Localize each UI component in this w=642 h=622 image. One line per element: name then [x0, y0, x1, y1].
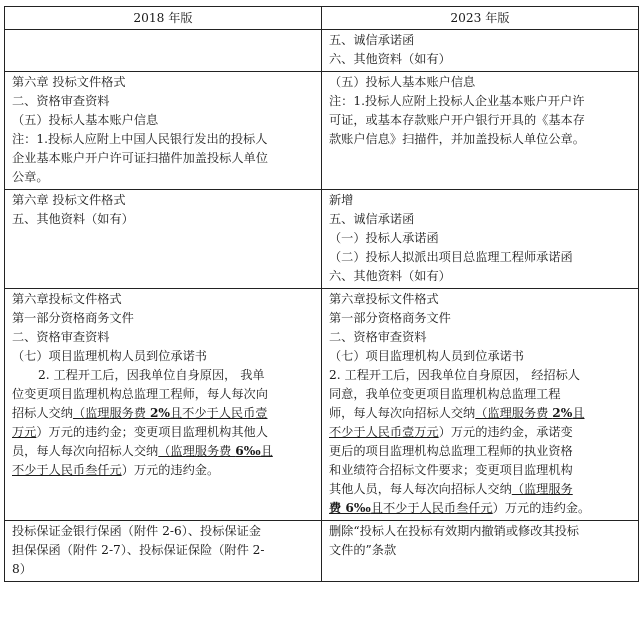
text-line: （七）项目监理机构人员到位承诺书	[12, 349, 207, 363]
text-line: 8）	[12, 562, 32, 576]
text-line: 款账户信息》扫描件，并加盖投标人单位公章。	[329, 132, 585, 146]
text-line	[12, 423, 316, 442]
text-line: 五、其他资料（如有）	[12, 212, 134, 226]
text-span: 员，每人每次向招标人交纳	[12, 444, 159, 458]
text-line: 文件的”条款	[329, 543, 397, 557]
cell-2018	[5, 289, 322, 521]
underlined-text: 且不少于人民币叁仟元	[370, 501, 493, 515]
underlined-text: 2%	[552, 406, 573, 420]
cell-2023	[322, 190, 639, 289]
text-line: 五、诚信承诺函	[329, 212, 415, 226]
underlined-text: 费 6‰	[329, 501, 371, 515]
text-span: ）万元的违约金，承诺变	[438, 425, 573, 439]
text-line: 第六章投标文件格式	[329, 292, 439, 306]
underlined-text: 不少于人民币壹万元	[329, 425, 439, 439]
text-line: （一）投标人承诺函	[329, 231, 439, 245]
text-line: 二、资格审查资料	[12, 94, 110, 108]
cell-2023	[322, 521, 639, 582]
text-line: （五）投标人基本账户信息	[12, 113, 159, 127]
text-line	[329, 404, 633, 423]
text-line: 公章。	[12, 170, 49, 184]
comparison-table	[4, 6, 639, 582]
underlined-text: 且不少于人民币壹	[170, 406, 268, 420]
underlined-text: 6‰	[235, 444, 261, 458]
text-line: 更后的项目监理机构总监理工程师的执业资格	[329, 444, 573, 458]
text-line: （二）投标人拟派出项目总监理工程师承诺函	[329, 250, 573, 264]
text-line: 第一部分资格商务文件	[12, 311, 134, 325]
text-line: 五、诚信承诺函	[329, 33, 415, 47]
text-line: 企业基本账户开户许可证扫描件加盖投标人单位	[12, 151, 268, 165]
underlined-text: （监理服务费	[158, 444, 236, 458]
text-line	[329, 499, 633, 518]
cell-2018	[5, 72, 322, 190]
text-span: ）万元的违约金。	[492, 501, 591, 515]
text-line: 删除“投标人在投标有效期内撤销或修改其投标	[329, 524, 579, 538]
text-line: 第六章投标文件格式	[12, 292, 122, 306]
cell-2018	[5, 30, 322, 72]
text-line	[12, 442, 316, 461]
underlined-text: （监理服务费	[475, 406, 553, 420]
cell-2023	[322, 72, 639, 190]
cell-2023	[322, 289, 639, 521]
cell-2018	[5, 190, 322, 289]
text-line: （五）投标人基本账户信息	[329, 75, 476, 89]
underlined-text: 2%	[149, 406, 170, 420]
header-2023: 2023 年版	[322, 7, 639, 30]
table-row	[5, 289, 639, 521]
text-span: ）万元的违约金；变更项目监理机构其他人	[36, 425, 268, 439]
text-line	[329, 423, 633, 442]
text-span: 招标人交纳	[12, 406, 73, 420]
text-line: 新增	[329, 193, 354, 207]
text-line: 二、资格审查资料	[12, 330, 110, 344]
underlined-text: （监理服务	[511, 482, 573, 496]
text-line: 同意，我单位变更项目监理机构总监理工程	[329, 387, 561, 401]
text-line: 注：1.投标人应附上中国人民银行发出的投标人	[12, 132, 268, 146]
text-line: 和业绩符合招标文件要求；变更项目监理机构	[329, 463, 573, 477]
table-row	[5, 72, 639, 190]
header-row	[5, 7, 639, 30]
text-line: （七）项目监理机构人员到位承诺书	[329, 349, 524, 363]
text-span: 其他人员，每人每次向招标人交纳	[329, 482, 512, 496]
underlined-text: 不少于人民币叁仟元	[12, 463, 122, 477]
text-line: 第六章 投标文件格式	[12, 193, 126, 207]
text-line: 注：1.投标人应附上投标人企业基本账户开户许	[329, 94, 585, 108]
text-line: 六、其他资料（如有）	[329, 52, 451, 66]
text-line: 2. 工程开工后，因我单位自身原因， 经招标人	[329, 368, 580, 382]
text-line: 第六章 投标文件格式	[12, 75, 126, 89]
text-line	[12, 461, 316, 480]
text-line: 2. 工程开工后，因我单位自身原因， 我单	[38, 368, 265, 382]
underlined-text: 万元	[12, 425, 37, 439]
underlined-text: 且	[260, 444, 273, 458]
table-row	[5, 190, 639, 289]
text-line	[329, 480, 633, 499]
cell-2018	[5, 521, 322, 582]
text-line: 可证，或基本存款账户开户银行开具的《基本存	[329, 113, 585, 127]
text-span: ）万元的违约金。	[121, 463, 220, 477]
text-line: 担保保函（附件 2-7）、投标保证保险（附件 2-	[12, 543, 265, 557]
text-line: 第一部分资格商务文件	[329, 311, 451, 325]
underlined-text: 且	[572, 406, 585, 420]
underlined-text: （监理服务费	[72, 406, 150, 420]
text-line: 投标保证金银行保函（附件 2-6）、投标保证金	[12, 524, 261, 538]
table-row	[5, 30, 639, 72]
text-line: 六、其他资料（如有）	[329, 269, 451, 283]
header-2018: 2018 年版	[5, 7, 322, 30]
text-line: 位变更项目监理机构总监理工程师，每人每次向	[12, 387, 268, 401]
cell-2023	[322, 30, 639, 72]
text-span: 师，每人每次向招标人交纳	[329, 406, 476, 420]
table-row	[5, 521, 639, 582]
text-line	[12, 404, 316, 423]
text-line: 二、资格审查资料	[329, 330, 427, 344]
